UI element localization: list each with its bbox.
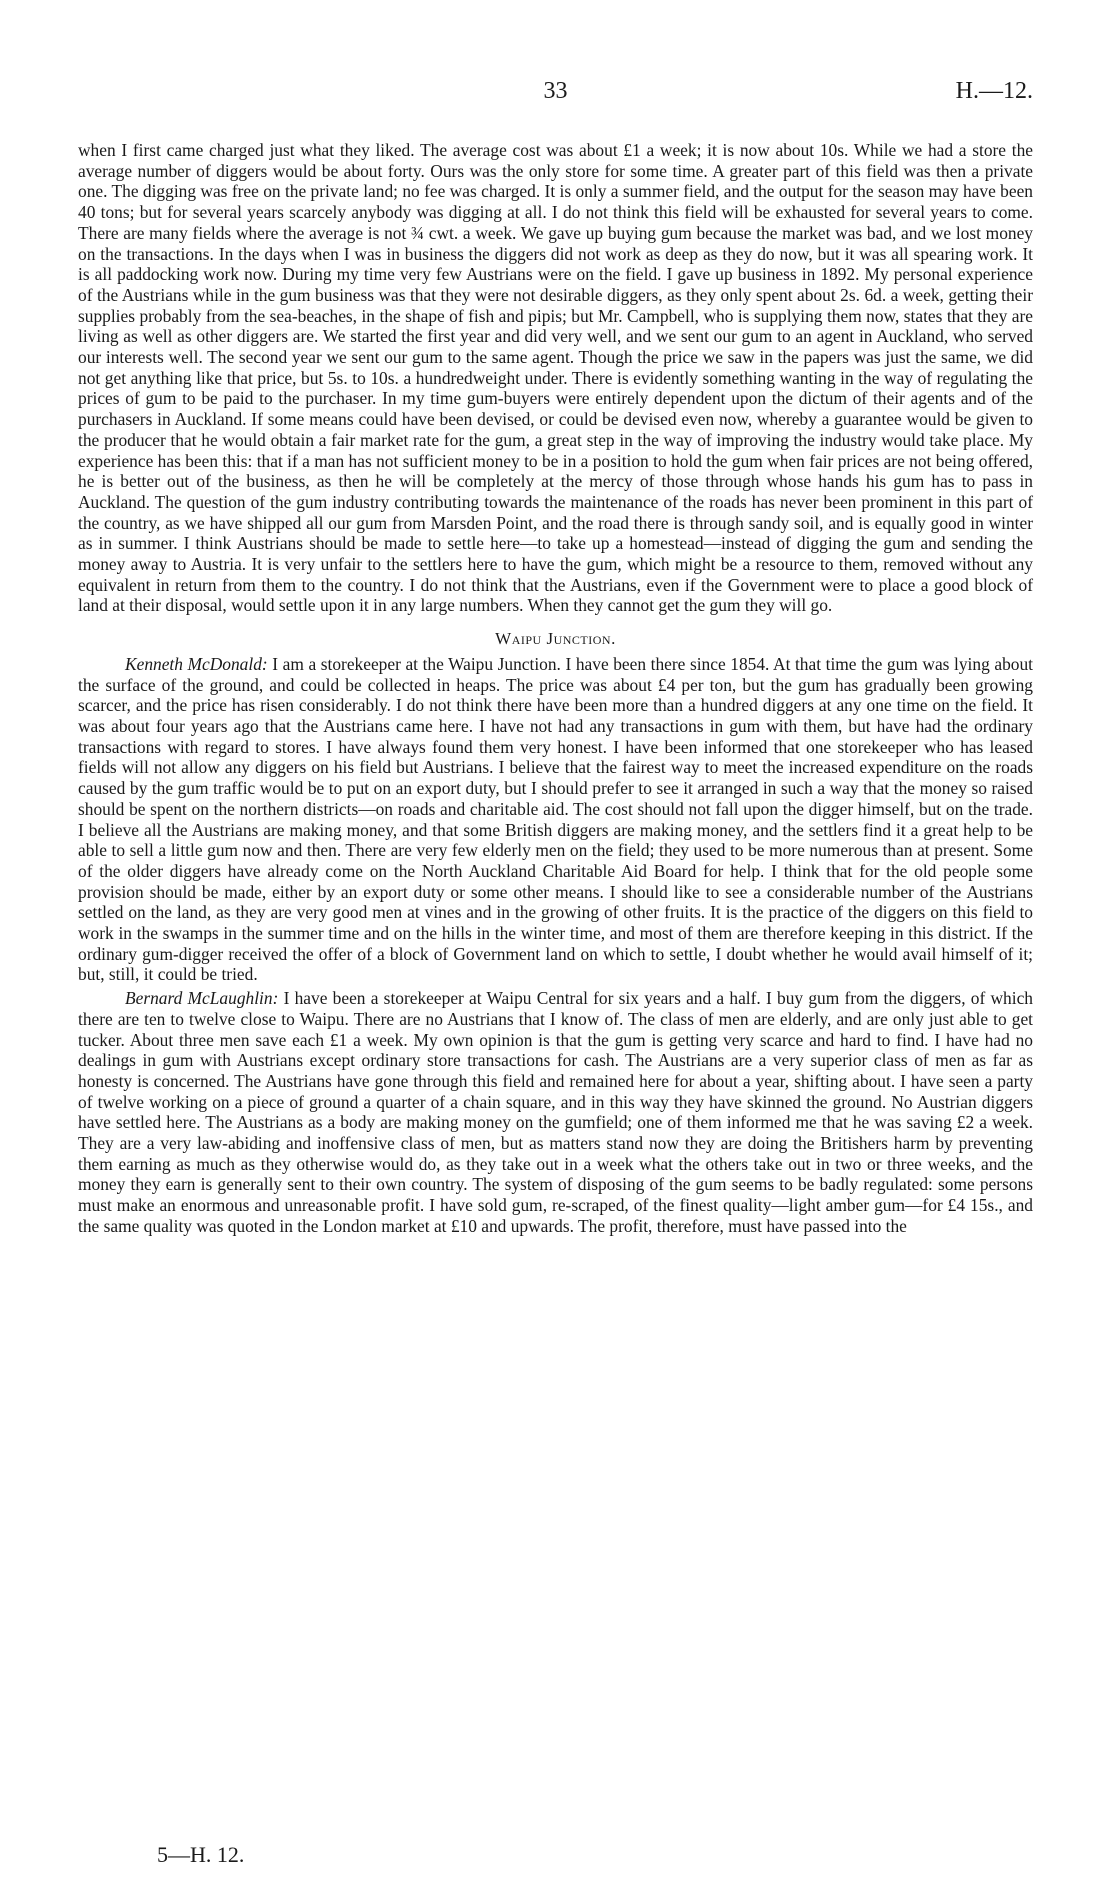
signature-mark: 5—H. 12.	[157, 1842, 245, 1867]
testimony-text: I am a storekeeper at the Waipu Junction. I have been there since 1854. At that time the gum was lying about the surface of the ground, and could be collected in heaps. The price was about £4 per ton, but the gum has gradually been growing scarcer, and the price has risen considerably. I do not think there have been more than a hundred diggers at any one time on the field. It was about four years ago that the Austrians came here. I have not had any transactions in gum with them, but have had the ordinary transactions with regard to stores. I have always found them very honest. I have been informed that one storekeeper who has leased fields will not allow any diggers on his field but Austrians. I believe that the fairest way to meet the increased expenditure on the roads caused by the gum traffic would be to put on an export duty, but I should prefer to see it arranged in such a way that the money so raised should be spent on the northern districts—on roads and charitable aid. The cost should not fall upon the digger himself, but on the trade. I believe all the Austrians are making money, and that some British diggers are making money, and the settlers find it a great help to be able to sell a little gum now and then. There are very few elderly men on the field; they used to be more numerous than at present. Some of the older diggers have already come on the North Auckland Charitable Aid Board for help. I think that for the old people some provision should be made, either by an export duty or some other means. I should like to see a considerable number of the Austrians settled on the land, as they are very good men at vines and in the growing of other fruits. It is the practice of the diggers on this field to work in the swamps in the summer time and on the hills in the winter time, and most of them are therefore keeping in this district. If the ordinary gum-digger received the offer of a block of Government land on which to settle, I doubt whether he would avail himself of it; but, still, it could be tried.	[78, 653, 1033, 985]
page-number: 33	[543, 78, 568, 104]
body-text	[78, 140, 1033, 1237]
testimony-paragraph	[78, 988, 1033, 1236]
page-header	[78, 78, 1033, 112]
document-code: H.—12.	[955, 78, 1033, 104]
speaker-name: Bernard McLaughlin:	[125, 988, 279, 1009]
testimony-paragraph	[78, 654, 1033, 985]
paragraph-continued: when I first came charged just what they liked. The average cost was about £1 a week; it is now about 10s. While we had a store the average number of diggers would be about forty. Ours was the only store for some time. A greater part of this field was then a private one. The digging was free on the private land; no fee was charged. It is only a summer field, and the output for the season may have been 40 tons; but for several years scarcely anybody was digging at all. I do not think this field will be exhausted for several years to come. There are many fields where the average is not ¾ cwt. a week. We gave up buying gum because the market was bad, and we lost money on the transactions. In the days when I was in business the diggers did not work as deep as they do now, but it was all spearing work. It is all paddocking work now. During my time very few Austrians were on the field. I gave up business in 1892. My personal experience of the Austrians while in the gum business was that they were not desirable diggers, as they only spent about 2s. 6d. a week, getting their supplies probably from the sea-beaches, in the shape of fish and pipis; but Mr. Campbell, who is supplying them now, states that they are living as well as other diggers are. We started the first year and did very well, and we sent our gum to an agent in Auckland, who served our interests well. The second year we sent our gum to the same agent. Though the price we saw in the papers was just the same, we did not get anything like that price, but 5s. to 10s. a hundredweight under. There is evidently something wanting in the way of regulating the prices of gum to be paid to the purchaser. In my time gum-buyers were entirely dependent upon the dictum of their agents and of the purchasers in Auckland. If some means could have been devised, or could be devised even now, whereby a guarantee would be given to the producer that he would obtain a fair market rate for the gum, a great step in the way of improving the industry would take place. My experience has been this: that if a man has not sufficient money to be in a position to hold the gum when fair prices are not being offered, he is better out of the business, as then he will be completely at the mercy of those through whose hands his gum has to pass in Auckland. The question of the gum industry contributing towards the maintenance of the roads has never been prominent in this part of the country, as we have shipped all our gum from Marsden Point, and the road there is through sandy soil, and is equally good in winter as in summer. I think Austrians should be made to settle here—to take up a homestead—instead of digging the gum and sending the money away to Austria. It is very unfair to the settlers here to have the gum, which might be a resource to them, removed without any equivalent in return from them to the country. I do not think that the Austrians, even if the Government were to place a good block of land at their disposal, would settle upon it in any large numbers. When they cannot get the gum they will go.	[78, 140, 1033, 616]
testimony-text: I have been a storekeeper at Waipu Central for six years and a half. I buy gum from the diggers, of which there are ten to twelve close to Waipu. There are no Austrians that I know of. The class of men are elderly, and are only just able to get tucker. About three men save each £1 a week. My own opinion is that the gum is getting very scarce and hard to find. I have had no dealings in gum with Austrians except ordinary store transactions for cash. The Austrians are a very superior class of men as far as honesty is concerned. The Austrians have gone through this field and remained here for about a year, shifting about. I have seen a party of twelve working on a piece of ground a quarter of a chain square, and in this way they have skinned the ground. No Austrian diggers have settled here. The Austrians as a body are making money on the gumfield; one of them informed me that he was saving £2 a week. They are a very law-abiding and inoffensive class of men, but as matters stand now they are doing the Britishers harm by preventing them earning as much as they otherwise would do, as they take out in a week what the others take out in two or three weeks, and the money they earn is generally sent to their own country. The system of disposing of the gum seems to be badly regulated: some persons must make an enormous and unreasonable profit. I have sold gum, re-scraped, of the finest quality—light amber gum—for £4 15s., and the same quality was quoted in the London market at £10 and upwards. The profit, therefore, must have passed into the	[78, 988, 1033, 1236]
section-heading: Waipu Junction.	[495, 629, 616, 649]
speaker-name: Kenneth McDonald:	[125, 653, 268, 674]
